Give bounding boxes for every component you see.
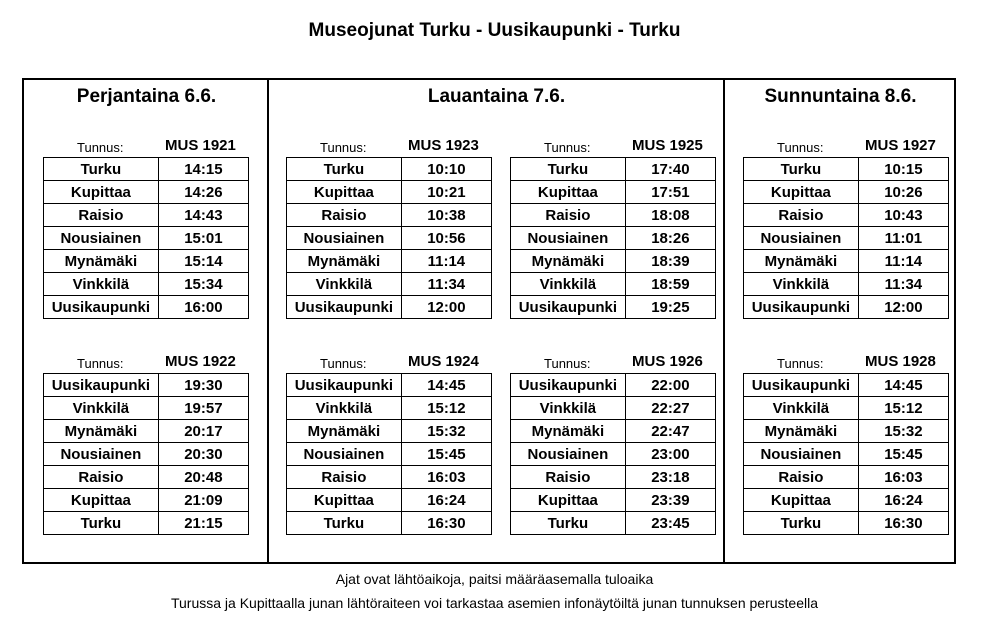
time-cell: 10:56 [401, 227, 491, 250]
table-row [44, 181, 249, 204]
table-row [287, 420, 492, 443]
timetable [510, 157, 716, 319]
timetable [743, 373, 949, 535]
table-row [511, 227, 716, 250]
table-row [511, 420, 716, 443]
time-cell: 17:40 [625, 158, 715, 181]
time-cell: 20:30 [158, 443, 248, 466]
table-row [44, 374, 249, 397]
time-cell: 12:00 [858, 296, 948, 319]
table-row [44, 512, 249, 535]
train-block [43, 353, 249, 535]
time-cell: 16:30 [401, 512, 491, 535]
tunnus-label: Tunnus: [320, 356, 367, 371]
station-cell: Kupittaa [287, 181, 402, 204]
table-row [44, 397, 249, 420]
station-cell: Vinkkilä [744, 397, 859, 420]
tunnus-label: Tunnus: [777, 140, 824, 155]
time-cell: 11:14 [858, 250, 948, 273]
table-row [44, 227, 249, 250]
station-cell: Uusikaupunki [44, 374, 159, 397]
train-code: MUS 1922 [165, 353, 236, 370]
time-cell: 14:45 [858, 374, 948, 397]
train-header [743, 137, 949, 157]
time-cell: 12:00 [401, 296, 491, 319]
train-block [743, 353, 949, 535]
time-cell: 15:34 [158, 273, 248, 296]
train-block [286, 353, 492, 535]
station-cell: Nousiainen [287, 443, 402, 466]
station-cell: Vinkkilä [287, 273, 402, 296]
time-cell: 14:26 [158, 181, 248, 204]
station-cell: Raisio [511, 204, 626, 227]
time-cell: 10:26 [858, 181, 948, 204]
table-row [511, 250, 716, 273]
time-cell: 19:25 [625, 296, 715, 319]
station-cell: Kupittaa [44, 489, 159, 512]
station-cell: Mynämäki [744, 250, 859, 273]
timetable [286, 373, 492, 535]
time-cell: 15:45 [858, 443, 948, 466]
train-code: MUS 1928 [865, 353, 936, 370]
table-row [744, 204, 949, 227]
table-row [287, 158, 492, 181]
table-row [287, 443, 492, 466]
station-cell: Nousiainen [511, 443, 626, 466]
station-cell: Nousiainen [44, 227, 159, 250]
train-block [510, 137, 716, 319]
station-cell: Vinkkilä [511, 397, 626, 420]
table-row [744, 227, 949, 250]
tunnus-label: Tunnus: [320, 140, 367, 155]
time-cell: 16:30 [858, 512, 948, 535]
table-row [511, 204, 716, 227]
station-cell: Turku [744, 512, 859, 535]
time-cell: 23:39 [625, 489, 715, 512]
station-cell: Mynämäki [44, 250, 159, 273]
table-row [287, 489, 492, 512]
train-header [286, 353, 492, 373]
tunnus-label: Tunnus: [77, 140, 124, 155]
tunnus-label: Tunnus: [544, 356, 591, 371]
table-row [744, 420, 949, 443]
table-row [287, 204, 492, 227]
time-cell: 11:01 [858, 227, 948, 250]
table-row [511, 158, 716, 181]
station-cell: Turku [287, 158, 402, 181]
table-row [744, 273, 949, 296]
station-cell: Nousiainen [511, 227, 626, 250]
table-row [511, 489, 716, 512]
time-cell: 19:57 [158, 397, 248, 420]
station-cell: Raisio [287, 204, 402, 227]
time-cell: 22:00 [625, 374, 715, 397]
time-cell: 16:00 [158, 296, 248, 319]
train-block [510, 353, 716, 535]
time-cell: 10:21 [401, 181, 491, 204]
train-code: MUS 1925 [632, 137, 703, 154]
station-cell: Uusikaupunki [44, 296, 159, 319]
day-heading-saturday: Lauantaina 7.6. [427, 86, 566, 107]
time-cell: 23:45 [625, 512, 715, 535]
time-cell: 20:48 [158, 466, 248, 489]
station-cell: Raisio [511, 466, 626, 489]
station-cell: Turku [744, 158, 859, 181]
time-cell: 15:12 [401, 397, 491, 420]
table-row [511, 181, 716, 204]
tunnus-label: Tunnus: [544, 140, 591, 155]
time-cell: 23:00 [625, 443, 715, 466]
time-cell: 18:08 [625, 204, 715, 227]
column-divider [723, 80, 725, 562]
station-cell: Mynämäki [287, 420, 402, 443]
table-row [287, 397, 492, 420]
time-cell: 17:51 [625, 181, 715, 204]
time-cell: 22:47 [625, 420, 715, 443]
train-header [286, 137, 492, 157]
station-cell: Uusikaupunki [287, 296, 402, 319]
time-cell: 23:18 [625, 466, 715, 489]
table-row [511, 273, 716, 296]
table-row [511, 466, 716, 489]
station-cell: Turku [511, 158, 626, 181]
time-cell: 19:30 [158, 374, 248, 397]
time-cell: 10:38 [401, 204, 491, 227]
table-row [287, 374, 492, 397]
train-header [43, 137, 249, 157]
table-row [744, 443, 949, 466]
table-row [744, 374, 949, 397]
table-row [287, 512, 492, 535]
timetable [286, 157, 492, 319]
train-block [43, 137, 249, 319]
tunnus-label: Tunnus: [77, 356, 124, 371]
table-row [744, 512, 949, 535]
station-cell: Mynämäki [744, 420, 859, 443]
station-cell: Vinkkilä [44, 273, 159, 296]
table-row [44, 296, 249, 319]
table-row [744, 250, 949, 273]
time-cell: 11:34 [858, 273, 948, 296]
table-row [287, 273, 492, 296]
time-cell: 21:09 [158, 489, 248, 512]
station-cell: Raisio [287, 466, 402, 489]
station-cell: Mynämäki [287, 250, 402, 273]
time-cell: 11:34 [401, 273, 491, 296]
train-code: MUS 1927 [865, 137, 936, 154]
time-cell: 15:32 [401, 420, 491, 443]
time-cell: 15:12 [858, 397, 948, 420]
time-cell: 15:14 [158, 250, 248, 273]
table-row [744, 181, 949, 204]
station-cell: Mynämäki [44, 420, 159, 443]
time-cell: 16:03 [401, 466, 491, 489]
station-cell: Raisio [44, 204, 159, 227]
station-cell: Raisio [44, 466, 159, 489]
train-block [743, 137, 949, 319]
station-cell: Uusikaupunki [744, 374, 859, 397]
timetable [43, 373, 249, 535]
footer-note-platform: Turussa ja Kupittaalla junan lähtöraiteen voi tarkastaa asemien infonäytöiltä junan tunnuksen perusteella [170, 595, 818, 611]
time-cell: 16:24 [401, 489, 491, 512]
station-cell: Uusikaupunki [511, 296, 626, 319]
station-cell: Kupittaa [744, 181, 859, 204]
table-row [287, 296, 492, 319]
station-cell: Vinkkilä [287, 397, 402, 420]
timetable [510, 373, 716, 535]
table-row [511, 374, 716, 397]
station-cell: Vinkkilä [44, 397, 159, 420]
day-heading-sunday: Sunnuntaina 8.6. [764, 86, 917, 107]
station-cell: Nousiainen [744, 227, 859, 250]
time-cell: 18:26 [625, 227, 715, 250]
station-cell: Raisio [744, 204, 859, 227]
station-cell: Uusikaupunki [744, 296, 859, 319]
table-row [44, 443, 249, 466]
time-cell: 11:14 [401, 250, 491, 273]
time-cell: 10:10 [401, 158, 491, 181]
station-cell: Uusikaupunki [511, 374, 626, 397]
time-cell: 10:43 [858, 204, 948, 227]
time-cell: 16:03 [858, 466, 948, 489]
station-cell: Uusikaupunki [287, 374, 402, 397]
table-row [44, 204, 249, 227]
station-cell: Vinkkilä [511, 273, 626, 296]
time-cell: 18:59 [625, 273, 715, 296]
station-cell: Mynämäki [511, 420, 626, 443]
time-cell: 10:15 [858, 158, 948, 181]
station-cell: Kupittaa [511, 181, 626, 204]
station-cell: Turku [287, 512, 402, 535]
table-row [511, 296, 716, 319]
train-code: MUS 1924 [408, 353, 479, 370]
train-header [510, 353, 716, 373]
time-cell: 15:32 [858, 420, 948, 443]
table-row [44, 489, 249, 512]
day-heading-friday: Perjantaina 6.6. [76, 86, 217, 107]
station-cell: Nousiainen [287, 227, 402, 250]
time-cell: 14:45 [401, 374, 491, 397]
time-cell: 18:39 [625, 250, 715, 273]
time-cell: 15:45 [401, 443, 491, 466]
time-cell: 22:27 [625, 397, 715, 420]
table-row [511, 443, 716, 466]
station-cell: Kupittaa [511, 489, 626, 512]
station-cell: Raisio [744, 466, 859, 489]
column-divider [267, 80, 269, 562]
train-header [43, 353, 249, 373]
station-cell: Turku [511, 512, 626, 535]
table-row [287, 181, 492, 204]
table-row [511, 512, 716, 535]
station-cell: Kupittaa [44, 181, 159, 204]
station-cell: Kupittaa [287, 489, 402, 512]
train-code: MUS 1926 [632, 353, 703, 370]
table-row [44, 250, 249, 273]
timetable [743, 157, 949, 319]
station-cell: Turku [44, 158, 159, 181]
table-row [744, 489, 949, 512]
table-row [511, 397, 716, 420]
timetable [43, 157, 249, 319]
train-header [510, 137, 716, 157]
table-row [287, 250, 492, 273]
train-code: MUS 1923 [408, 137, 479, 154]
train-block [286, 137, 492, 319]
tunnus-label: Tunnus: [777, 356, 824, 371]
time-cell: 14:15 [158, 158, 248, 181]
table-row [44, 158, 249, 181]
station-cell: Mynämäki [511, 250, 626, 273]
footer-note: Ajat ovat lähtöaikoja, paitsi määräasemalla tuloaika [335, 571, 654, 587]
station-cell: Nousiainen [744, 443, 859, 466]
table-row [744, 296, 949, 319]
train-header [743, 353, 949, 373]
table-row [287, 466, 492, 489]
table-row [44, 420, 249, 443]
station-cell: Kupittaa [744, 489, 859, 512]
time-cell: 14:43 [158, 204, 248, 227]
station-cell: Vinkkilä [744, 273, 859, 296]
train-code: MUS 1921 [165, 137, 236, 154]
table-row [44, 273, 249, 296]
table-row [44, 466, 249, 489]
time-cell: 20:17 [158, 420, 248, 443]
table-row [744, 466, 949, 489]
table-row [287, 227, 492, 250]
station-cell: Turku [44, 512, 159, 535]
station-cell: Nousiainen [44, 443, 159, 466]
time-cell: 16:24 [858, 489, 948, 512]
time-cell: 21:15 [158, 512, 248, 535]
table-row [744, 397, 949, 420]
table-row [744, 158, 949, 181]
time-cell: 15:01 [158, 227, 248, 250]
page-title: Museojunat Turku - Uusikaupunki - Turku [308, 20, 681, 41]
